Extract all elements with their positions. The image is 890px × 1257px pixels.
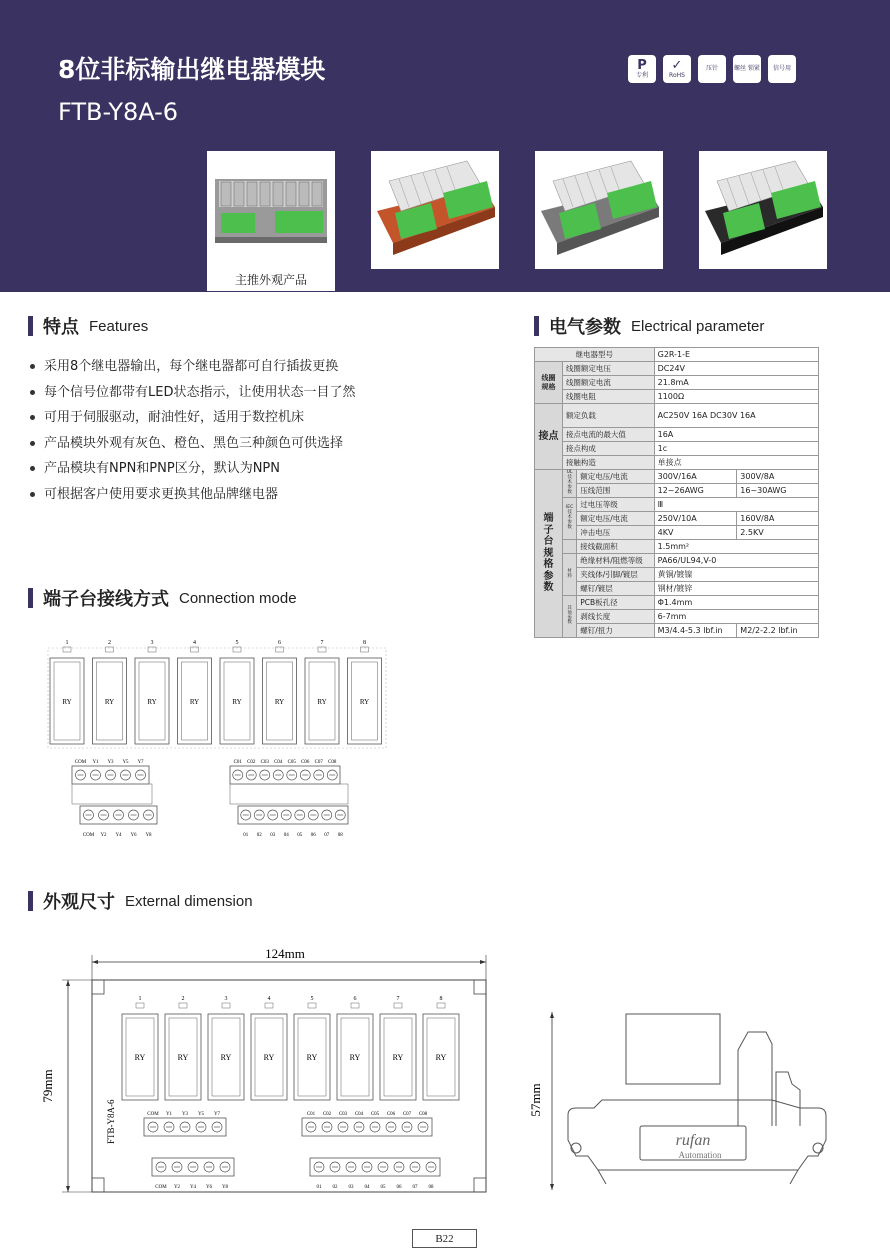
terminal-label: COM (155, 1185, 167, 1190)
channel-number: 7 (320, 640, 324, 646)
product-photo-1 (207, 151, 335, 269)
channel-number: 6 (353, 996, 357, 1002)
dimension-diagram (0, 940, 890, 1220)
channel-number: 8 (439, 996, 443, 1002)
terminal-label: C08 (328, 760, 337, 765)
table-row: 端子台规格参数 UL技术参数 额定电压/电流 300V/16A 300V/8A (535, 470, 819, 484)
terminal-label: Y4 (189, 1185, 197, 1190)
features-list (30, 354, 355, 507)
terminal-label: C04 (274, 760, 283, 765)
channel-number: 3 (150, 640, 154, 646)
channel-number: 7 (396, 996, 400, 1002)
crimp-pin-icon: 压针 (698, 55, 726, 83)
led-indicator (222, 1003, 230, 1008)
terminal-label: Y6 (130, 833, 137, 838)
terminal-label: C07 (314, 760, 323, 765)
terminal-label: 01 (316, 1185, 322, 1190)
terminal-label: Y6 (205, 1185, 213, 1190)
terminal-label: C08 (418, 1112, 428, 1117)
table-row: 线圈规格 线圈额定电压 DC24V (535, 362, 819, 376)
terminal-label: C06 (301, 760, 310, 765)
terminal-label: Y2 (100, 833, 107, 838)
table-row: 额定电压/电流 250V/10A 160V/8A (535, 512, 819, 526)
terminal-label: 08 (428, 1185, 434, 1190)
channel-number: 5 (310, 996, 314, 1002)
brand-sub: Automation (678, 1150, 722, 1160)
signal-icon: 信号用 (768, 55, 796, 83)
section-bar (28, 316, 33, 336)
table-row: 剥线长度 6-7mm (535, 610, 819, 624)
table-row: 接线截面积 1.5mm² (535, 540, 819, 554)
table-row: 接点构成 1c (535, 442, 819, 456)
electrical-title-en: Electrical parameter (631, 317, 765, 335)
terminal-label: 05 (297, 833, 303, 838)
terminal-label: 08 (337, 833, 343, 838)
connection-title-en: Connection mode (179, 589, 297, 607)
bullet-icon (30, 390, 35, 395)
led-indicator (437, 1003, 445, 1008)
relay-label: RY (317, 698, 327, 706)
table-row: 其他参数 PCB板孔径 Φ1.4mm (535, 596, 819, 610)
terminal-label: Y3 (181, 1112, 189, 1117)
table-row: 压线范围 12~26AWG 16~30AWG (535, 484, 819, 498)
board-label: FTB-Y8A-6 (106, 1099, 116, 1144)
terminal-label: 02 (332, 1185, 338, 1190)
terminal-label: Y5 (122, 760, 129, 765)
terminal-label: C06 (386, 1112, 396, 1117)
electrical-heading (534, 313, 764, 339)
table-row: 夹线体/引脚/镀层 黄铜/镀镍 (535, 568, 819, 582)
table-row: 材料 绝缘材料/阻燃等级 PA66/UL94,V-0 (535, 554, 819, 568)
table-row: IEC技术参数 过电压等级 Ⅲ (535, 498, 819, 512)
terminal-label: 03 (270, 833, 276, 838)
relay-label: RY (435, 1053, 447, 1062)
relay-label: RY (392, 1053, 404, 1062)
relay-label: RY (232, 698, 242, 706)
led-indicator (179, 1003, 187, 1008)
bullet-icon (30, 492, 35, 497)
channel-number: 5 (235, 640, 239, 646)
list-item: 可根据客户使用要求更换其他品牌继电器 (30, 482, 355, 508)
list-item: 产品模块有NPN和PNP区分，默认为NPN (30, 456, 355, 482)
terminal-riser (72, 784, 152, 804)
terminal-label: Y1 (165, 1112, 173, 1117)
terminal-label: Y2 (173, 1185, 181, 1190)
terminal-label: 02 (256, 833, 262, 838)
led-indicator (308, 1003, 316, 1008)
channel-number: 8 (363, 640, 366, 646)
certification-badges (628, 55, 796, 83)
table-row: 接触构造 单接点 (535, 456, 819, 470)
screw-lock-icon: 螺丝 锁紧 (733, 55, 761, 83)
connection-diagram (0, 630, 890, 860)
height-dimension: 79mm (40, 1069, 55, 1103)
terminal-label: Y1 (92, 760, 99, 765)
channel-number: 3 (224, 996, 228, 1002)
terminal-label: 06 (396, 1185, 402, 1190)
relay-label: RY (220, 1053, 232, 1062)
channel-number: 4 (267, 996, 271, 1002)
table-row: 线圈电阻 1100Ω (535, 390, 819, 404)
terminal-label: C03 (260, 760, 269, 765)
product-photo-3 (535, 151, 663, 269)
terminal-label: C05 (287, 760, 296, 765)
relay-label: RY (349, 1053, 361, 1062)
relay-label: RY (177, 1053, 189, 1062)
terminal-label: C03 (338, 1112, 348, 1117)
product-title: 8位非标输出继电器模块 (58, 55, 326, 84)
list-item: 采用8个继电器输出，每个继电器都可自行插拔更换 (30, 354, 355, 380)
channel-number: 1 (65, 640, 69, 646)
terminal-label: COM (74, 760, 87, 765)
terminal-label: Y8 (145, 833, 152, 838)
channel-number: 4 (193, 640, 196, 646)
terminal-label: Y7 (137, 760, 144, 765)
depth-dimension: 57mm (528, 1083, 543, 1117)
terminal-label: COM (82, 833, 95, 838)
channel-number: 1 (138, 996, 142, 1002)
terminal-label: C02 (322, 1112, 332, 1117)
features-title-cn: 特点 (43, 317, 79, 338)
table-row: 接点电流的最大值 16A (535, 428, 819, 442)
relay-label: RY (263, 1053, 275, 1062)
list-item: 产品模块外观有灰色、橙色、黑色三种颜色可供选择 (30, 431, 355, 457)
dimension-heading (28, 888, 253, 914)
terminal-label: Y8 (221, 1185, 229, 1190)
page-number: B22 (412, 1229, 477, 1248)
terminal-riser (230, 784, 348, 804)
terminal-label: C02 (247, 760, 256, 765)
led-indicator (394, 1003, 402, 1008)
dimension-title-cn: 外观尺寸 (43, 892, 115, 913)
terminal-bottom-right-block (310, 1158, 440, 1176)
terminal-label: 01 (243, 833, 249, 838)
brand-logo: rufan (675, 1132, 711, 1149)
terminal-label: C04 (354, 1112, 364, 1117)
channel-number: 2 (108, 640, 111, 646)
relay-label: RY (306, 1053, 318, 1062)
section-bar (534, 316, 539, 336)
table-row: 接点 额定负载 AC250V 16A DC30V 16A (535, 404, 819, 428)
photo-caption: 主推外观产品 (207, 269, 335, 291)
channel-number: 6 (278, 640, 281, 646)
product-photos (207, 151, 827, 269)
features-title-en: Features (89, 317, 149, 335)
terminal-label: Y4 (115, 833, 122, 838)
table-row: 螺钉/扭力 M3/4.4-5.3 lbf.in M2/2-2.2 lbf.in (535, 624, 819, 638)
connection-title-cn: 端子台接线方式 (43, 589, 169, 610)
list-item: 可用于伺服驱动，耐油性好，适用于数控机床 (30, 405, 355, 431)
section-bar (28, 588, 33, 608)
terminal-label: 04 (283, 833, 289, 838)
terminal-label: 05 (380, 1185, 386, 1190)
rohs-icon: ✓ RoHS (663, 55, 691, 83)
terminal-label: C05 (370, 1112, 380, 1117)
product-photo-4 (699, 151, 827, 269)
terminal-label: Y7 (213, 1112, 221, 1117)
product-model: FTB-Y8A-6 (58, 98, 179, 126)
terminal-label: C07 (402, 1112, 412, 1117)
terminal-label: 07 (412, 1185, 418, 1190)
led-indicator (265, 1003, 273, 1008)
terminal-label: C01 (306, 1112, 316, 1117)
terminal-label: 03 (348, 1185, 354, 1190)
table-row: 冲击电压 4KV 2.5KV (535, 526, 819, 540)
channel-number: 2 (181, 996, 185, 1002)
table-row: 线圈额定电流 21.8mA (535, 376, 819, 390)
electrical-title-cn: 电气参数 (549, 317, 621, 338)
table-row: 继电器型号 G2R-1-E (535, 348, 819, 362)
terminal-top-right-block (302, 1118, 432, 1136)
relay-label: RY (62, 698, 72, 706)
relay-label: RY (134, 1053, 146, 1062)
connection-heading (28, 585, 297, 611)
bullet-icon (30, 466, 35, 471)
bullet-icon (30, 441, 35, 446)
relay-label: RY (274, 698, 285, 706)
terminal-label: 07 (324, 833, 330, 838)
relay-label: RY (104, 698, 115, 706)
terminal-label: COM (147, 1112, 159, 1117)
led-indicator (136, 1003, 144, 1008)
width-dimension: 124mm (265, 946, 305, 961)
terminal-label: Y3 (107, 760, 114, 765)
led-indicator (351, 1003, 359, 1008)
terminal-label: 06 (310, 833, 316, 838)
bullet-icon (30, 415, 35, 420)
relay-label: RY (189, 698, 200, 706)
section-bar (28, 891, 33, 911)
terminal-label: 04 (364, 1185, 370, 1190)
dimension-title-en: External dimension (125, 892, 253, 910)
list-item: 每个信号位都带有LED状态指示，让使用状态一目了然 (30, 380, 355, 406)
features-heading (28, 313, 148, 339)
product-photo-2 (371, 151, 499, 269)
patent-icon: P 专利 (628, 55, 656, 83)
bullet-icon (30, 364, 35, 369)
relay-label: RY (359, 698, 370, 706)
terminal-label: C01 (233, 760, 242, 765)
terminal-label: Y5 (197, 1112, 205, 1117)
table-row: 螺钉/镀层 钢材/镀锌 (535, 582, 819, 596)
relay-label: RY (147, 698, 157, 706)
electrical-parameter-table (534, 347, 819, 638)
